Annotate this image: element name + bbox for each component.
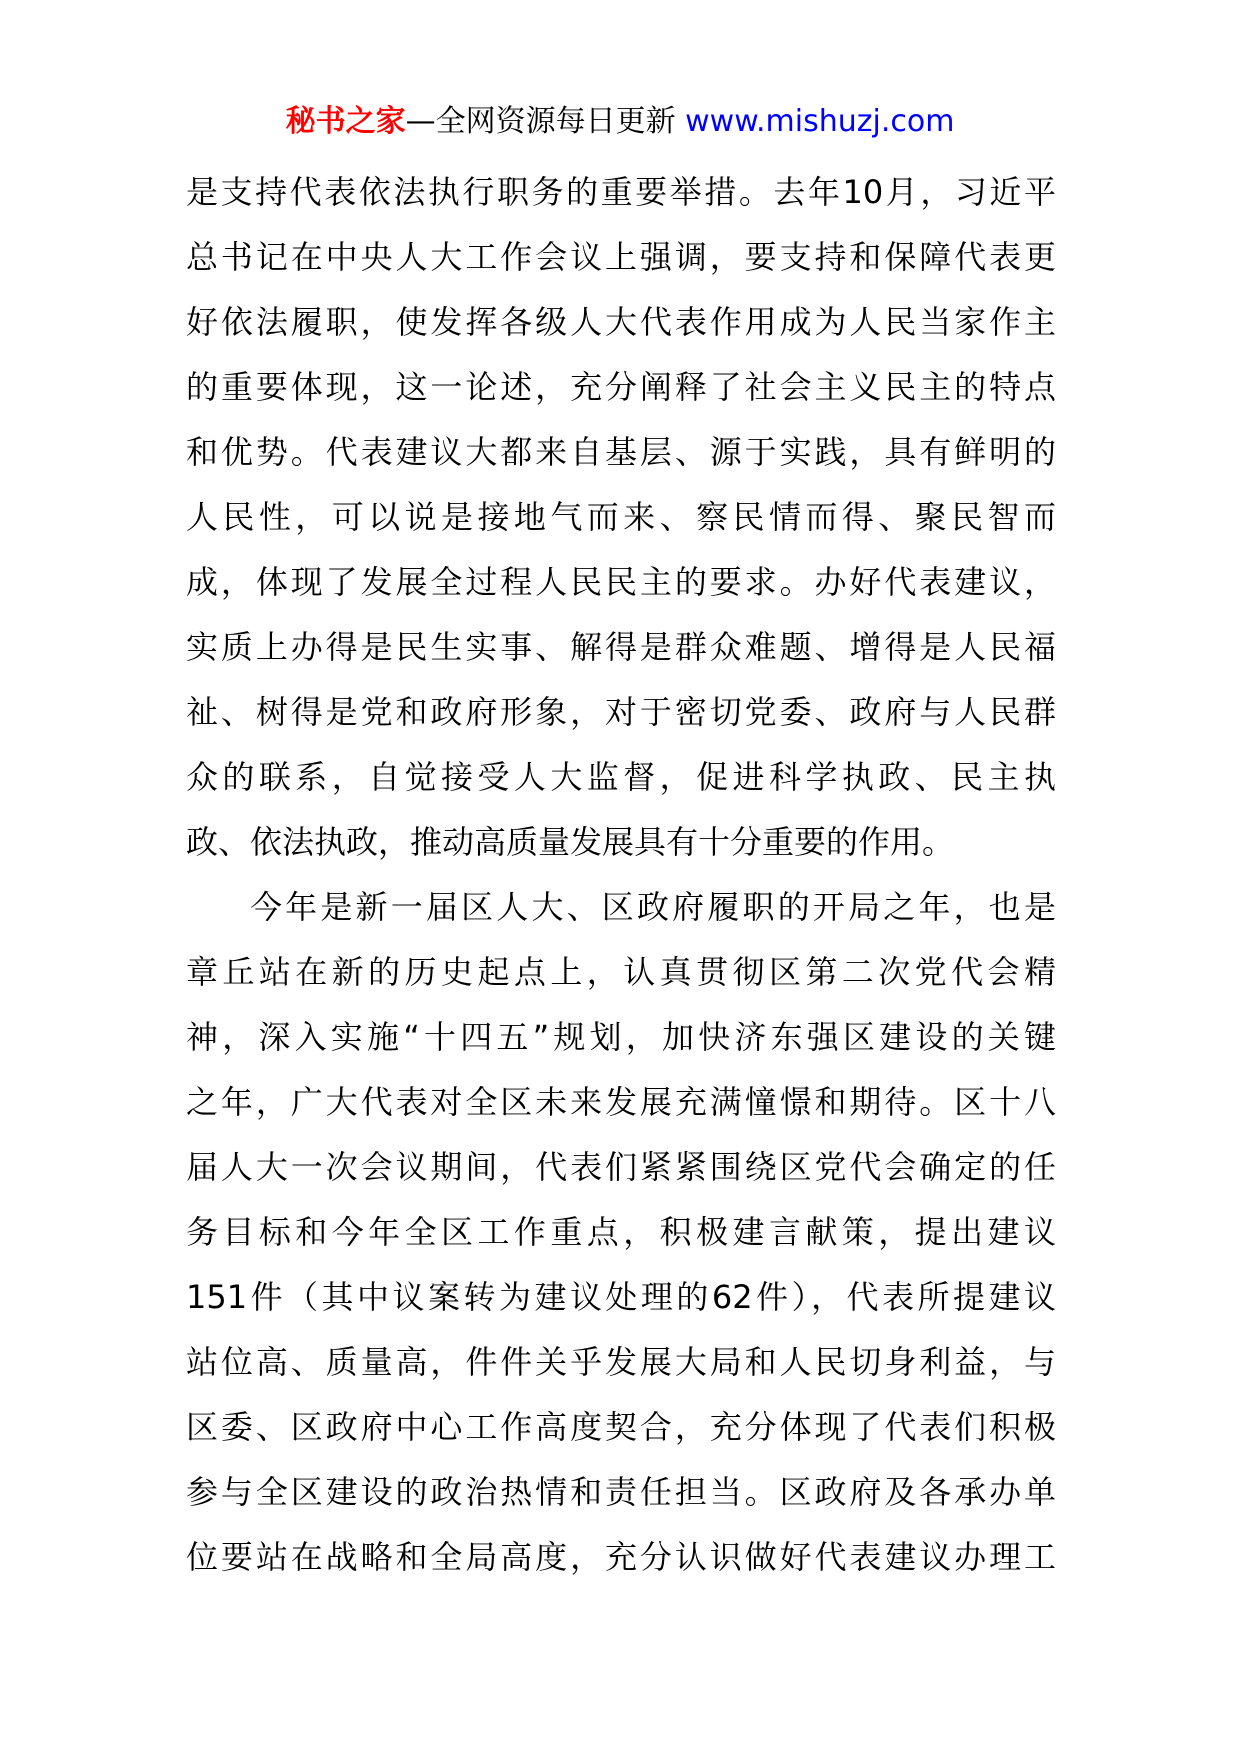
text-line: 位要站在战略和全局高度，充分认识做好代表建议办理工	[186, 1538, 1056, 1576]
text-line: 参与全区建设的政治热情和责任担当。区政府及各承办单	[186, 1473, 1056, 1511]
text-line: 章丘站在新的历史起点上，认真贯彻区第二次党代会精	[186, 953, 1056, 991]
site-header	[0, 100, 1240, 144]
text-line: 政、依法执政，推动高质量发展具有十分重要的作用。	[186, 823, 955, 861]
text-line: 成，体现了发展全过程人民民主的要求。办好代表建议，	[186, 563, 1056, 601]
text-line: 好依法履职，使发挥各级人大代表作用成为人民当家作主	[186, 303, 1056, 341]
brand-name: 秘书之家	[285, 104, 406, 139]
text-line: 151件（其中议案转为建议处理的62件），代表所提建议	[186, 1278, 1056, 1316]
text-line: 人民性，可以说是接地气而来、察民情而得、聚民智而	[186, 498, 1056, 536]
text-line: 今年是新一届区人大、区政府履职的开局之年，也是	[250, 888, 1056, 926]
text-line: 祉、树得是党和政府形象，对于密切党委、政府与人民群	[186, 693, 1056, 731]
text-line: 届人大一次会议期间，代表们紧紧围绕区党代会确定的任	[186, 1148, 1056, 1186]
text-line: 的重要体现，这一论述，充分阐释了社会主义民主的特点	[186, 368, 1056, 406]
document-body	[186, 160, 1056, 1590]
text-line: 和优势。代表建议大都来自基层、源于实践，具有鲜明的	[186, 433, 1056, 471]
text-line: 区委、区政府中心工作高度契合，充分体现了代表们积极	[186, 1408, 1056, 1446]
text-line: 神，深入实施“十四五”规划，加快济东强区建设的关键	[186, 1018, 1056, 1056]
text-line: 众的联系，自觉接受人大监督，促进科学执政、民主执	[186, 758, 1056, 796]
text-line: 之年，广大代表对全区未来发展充满憧憬和期待。区十八	[186, 1083, 1056, 1121]
header-tagline: —全网资源每日更新	[405, 104, 686, 139]
text-line: 实质上办得是民生实事、解得是群众难题、增得是人民福	[186, 628, 1056, 666]
text-line: 务目标和今年全区工作重点，积极建言献策，提出建议	[186, 1213, 1056, 1251]
site-url-link[interactable]: www.mishuzj.com	[685, 104, 955, 139]
paragraph	[186, 160, 1056, 875]
text-line: 总书记在中央人大工作会议上强调，要支持和保障代表更	[186, 238, 1056, 276]
paragraph	[186, 875, 1056, 1590]
text-line: 站位高、质量高，件件关乎发展大局和人民切身利益，与	[186, 1343, 1056, 1381]
text-line: 是支持代表依法执行职务的重要举措。去年10月，习近平	[186, 173, 1056, 211]
